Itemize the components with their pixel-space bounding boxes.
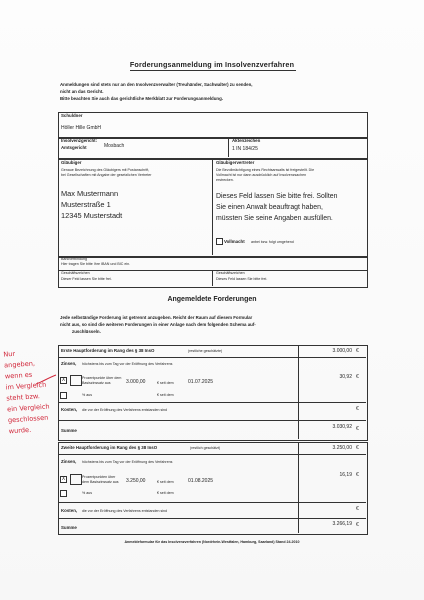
currency-symbol: € (356, 522, 359, 528)
creditor-city[interactable]: 12345 Musterstadt (61, 211, 123, 220)
claim2-row-line (58, 454, 366, 455)
representative-text-2: Sie einen Anwalt beauftragt haben, (216, 204, 323, 211)
claim2-option1-text-1: Prozentpunkten über (82, 475, 116, 479)
note-line: geschlossen (7, 413, 49, 425)
claim2-interest-amount[interactable]: 16,19 (339, 472, 352, 478)
note-line: steht bzw. (6, 392, 41, 403)
creditor-hint-1: Genaue Bezeichnung des Gläubigers mit Postanschrift, (61, 168, 150, 172)
claim1-title: Erste Hauptforderung im Rang des § 38 InsO (61, 348, 155, 353)
claim1-option2-text: % aus (82, 393, 92, 397)
vollmacht-hint: anbei bzw. folgt umgehend (251, 240, 294, 244)
vollmacht-label: Vollmacht (224, 239, 245, 244)
claim1-option1-text-2: Basiszinssatz aus (82, 381, 111, 385)
claim2-title-hint: (restlich geschätzt) (190, 446, 221, 450)
claim1-option1-date[interactable]: 01.07.2025 (188, 379, 214, 385)
file-number-value[interactable]: 1 IN 184/25 (232, 146, 258, 152)
debtor-box[interactable] (58, 112, 368, 139)
claim1-option1-base[interactable]: 3.000,00 (126, 379, 146, 385)
court-divider (228, 137, 229, 157)
claim2-option2-checkbox[interactable] (60, 490, 67, 497)
claim1-interest-amount[interactable]: 30,92 (339, 374, 352, 380)
form-footer: Anmeldeformular für das Insolvenzverfahren (Nordrhein-Westfalen, Hamburg, Saarland) Stand 24.2010 (124, 540, 300, 544)
vollmacht-checkbox[interactable] (216, 238, 223, 245)
claim2-interest-hint: höchstens bis zum Tag vor der Eröffnung des Verfahrens (82, 460, 173, 464)
court-sub-label: Amtsgericht (61, 145, 87, 150)
creditor-divider (212, 159, 213, 255)
claim2-option1-seit: € seit dem (157, 480, 174, 484)
currency-symbol: € (356, 406, 359, 412)
reference-left-label: Geschäftszeichen (61, 271, 90, 275)
claim1-amount-divider (298, 345, 299, 439)
claims-instr-2: nicht aus, so sind die weiteren Forderungen in einer Anlage nach dem folgenden Schema auf- (60, 322, 256, 327)
claim1-sum-amount[interactable]: 3.030,92 (332, 424, 352, 430)
currency-symbol: € (356, 374, 359, 380)
claim1-title-hint: (restliche geschätzte) (188, 349, 223, 353)
representative-hint-1: Die Bevollmächtigung eines Rechtsanwalts ist freigestellt. Die (216, 168, 315, 172)
claim2-costs-label: Kosten, (61, 508, 78, 513)
claim2-option1-base[interactable]: 3.250,00 (126, 478, 146, 484)
currency-symbol: € (356, 445, 359, 451)
reference-right-text[interactable]: Dieses Feld lassen Sie bitte frei. (216, 277, 268, 281)
claim1-row-line (58, 402, 366, 403)
note-line: im Vergleich (5, 380, 47, 392)
bank-text: Hier tragen Sie bitte Ihre IBAN und BIC ein. (61, 262, 131, 266)
claim2-interest-label: Zinsen, (61, 459, 77, 464)
court-value[interactable]: Mosbach (104, 143, 125, 149)
representative-label: Gläubigervertreter (216, 160, 255, 165)
file-number-label: Aktenzeichen (232, 138, 261, 143)
title-underline (130, 70, 296, 71)
court-label: Insolvenzgericht: (61, 138, 98, 143)
debtor-label: Schuldner (61, 113, 83, 118)
representative-hint-2: Vollmacht ist nur dann ausdrücklich auf Insolvenzsachen (216, 173, 307, 177)
claim1-interest-hint: höchstens bis zum Tag vor der Eröffnung des Verfahrens (82, 362, 173, 366)
creditor-hint-2: bei Gesellschaften mit Angabe der gesetzlichen Vertreter (61, 173, 152, 177)
claim1-costs-hint: die vor der Eröffnung des Verfahrens entstanden sind (82, 408, 168, 412)
claims-instr-3: zuschlüsseln. (72, 329, 101, 334)
page-title: Forderungsanmeldung im Insolvenzverfahren (129, 60, 295, 69)
arrow-icon (34, 372, 58, 386)
claim1-option2-checkbox[interactable] (60, 392, 67, 399)
handwritten-note (3, 347, 52, 438)
claim2-sum-amount[interactable]: 3.266,19 (332, 521, 352, 527)
claim2-amount-divider (298, 442, 299, 533)
claim2-costs-hint: die vor der Eröffnung des Verfahrens entstanden sind (82, 509, 168, 513)
claim2-option2-seit: € seit dem (157, 491, 174, 495)
claim2-row-line (58, 518, 366, 519)
reference-divider (212, 270, 213, 286)
creditor-label: Gläubiger (61, 160, 82, 165)
creditor-name[interactable]: Max Mustermann (61, 189, 119, 198)
currency-symbol: € (356, 506, 359, 512)
currency-symbol: € (356, 472, 359, 478)
claim2-option2-text: % aus (82, 491, 92, 495)
claim1-option1-seit: € seit dem (157, 381, 174, 385)
claims-heading: Angemeldete Forderungen (167, 296, 257, 303)
claim1-main-amount[interactable]: 3.000,00 (332, 348, 352, 354)
representative-hint-3: erstrecken. (216, 178, 234, 182)
claim2-option1-date[interactable]: 01.08.2025 (188, 478, 214, 484)
reference-left-text[interactable]: Dieser Feld lassen Sie bitte frei. (61, 277, 112, 281)
claim2-title: Zweite Hauptforderung im Rang des § 38 InsO (61, 445, 158, 450)
note-line: wenn es (4, 370, 33, 381)
intro-line-2: nicht an das Gericht. (60, 89, 104, 94)
note-line: ein Vergleich (6, 402, 50, 414)
claim1-percentage-field[interactable] (70, 375, 82, 386)
claims-instr-1: Jede selbständige Forderung ist getrennt anzugeben. Reicht der Raum auf diesem Formular (60, 315, 253, 320)
claim2-row-line (58, 502, 366, 503)
intro-line-1: Anmeldungen sind stets nur an den Insolvenzverwalter (Treuhänder, Sachwalter) zu senden, (60, 82, 253, 87)
claim2-option1-text-2: dem Basiszinssatz aus (82, 480, 119, 484)
claim2-sum-label: Summe (61, 525, 77, 530)
currency-symbol: € (356, 426, 359, 432)
representative-text-1: Dieses Feld lassen Sie bitte frei. Sollten (216, 193, 338, 200)
intro-line-3: Bitte beachten Sie auch das gerichtliche Merkblatt zur Forderungsanmeldung. (60, 96, 223, 101)
claim2-percentage-field[interactable] (70, 474, 82, 485)
claim1-row-line (58, 357, 366, 358)
note-line: Nur (3, 349, 16, 359)
claim2-main-amount[interactable]: 3.250,00 (332, 445, 352, 451)
claim1-option1-checkbox[interactable]: X (61, 377, 66, 383)
claim1-costs-label: Kosten, (61, 407, 78, 412)
currency-symbol: € (356, 348, 359, 354)
claim2-option1-checkbox[interactable]: X (61, 476, 66, 482)
claim1-option2-seit: € seit dem (157, 393, 174, 397)
claim1-interest-label: Zinsen, (61, 361, 77, 366)
claim1-sum-label: Summe (61, 428, 77, 433)
debtor-value: Höller Hille GmbH (61, 125, 102, 131)
claim1-row-line (58, 420, 366, 421)
note-line: angeben, (3, 359, 36, 370)
claim1-option1-text-1: Prozentpunkte über dem (82, 376, 122, 380)
bank-label: Bankverbindung (61, 257, 87, 261)
representative-text-3: müssten Sie seine Angaben ausfüllen. (216, 215, 333, 222)
creditor-street[interactable]: Musterstraße 1 (61, 200, 111, 209)
reference-right-label: Geschäftszeichen (216, 271, 245, 275)
note-line: wurde. (8, 425, 32, 436)
